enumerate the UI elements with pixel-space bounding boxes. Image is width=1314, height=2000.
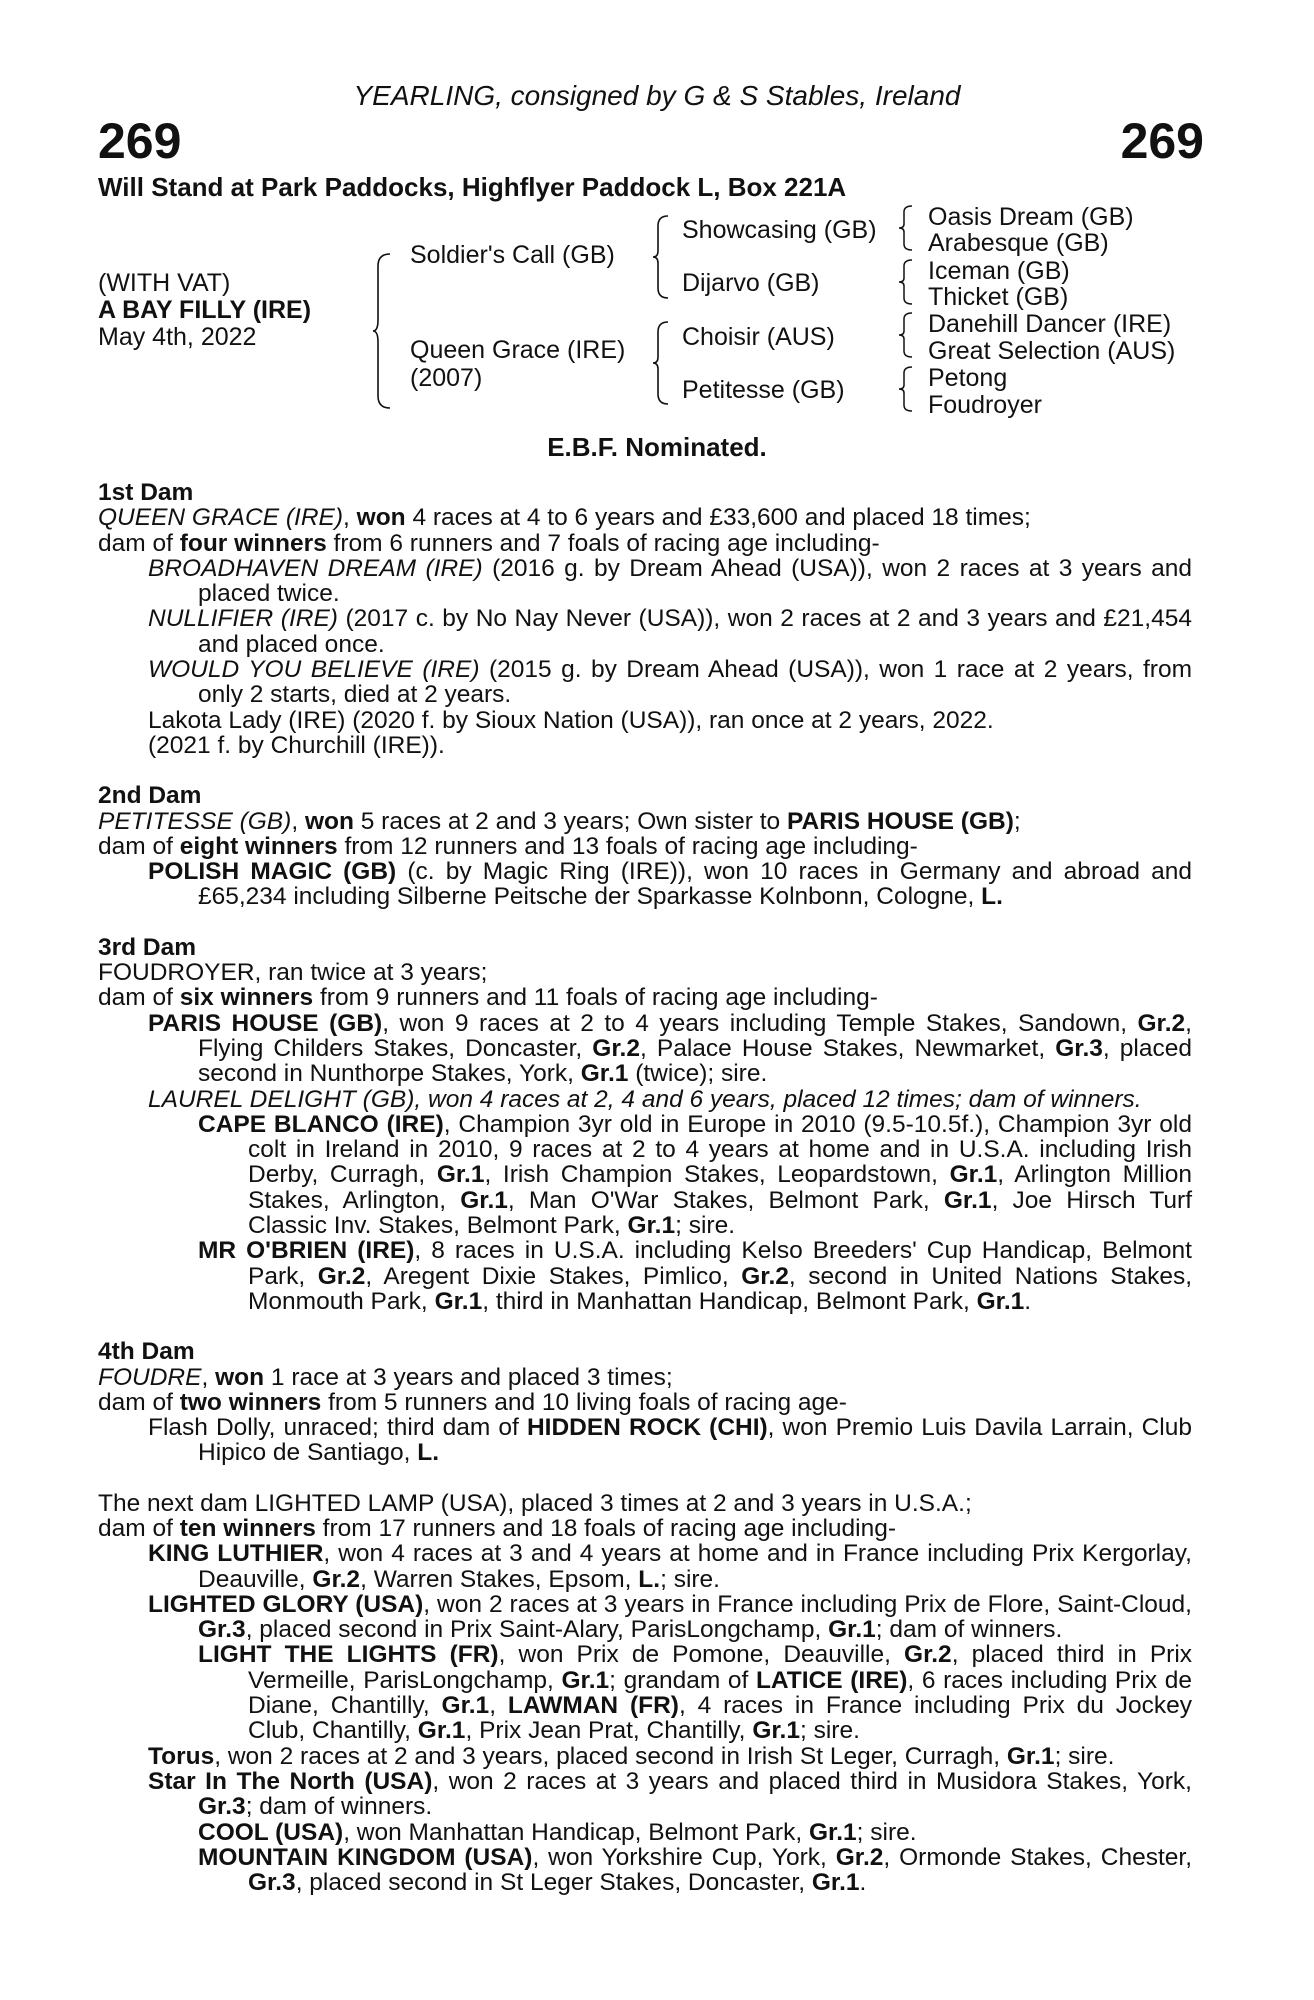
pedigree-brace-sire [652, 214, 672, 300]
offspring-entry: NULLIFIER (IRE) (2017 c. by No Nay Never (USA)), won 2 races at 2 and 3 years and £21,454 and placed once. [148, 605, 1192, 658]
first-dam-produce-line: dam of four winners from 6 runners and 7 foals of racing age including- [98, 529, 880, 557]
third-dam-line: FOUDROYER, ran twice at 3 years; [98, 959, 488, 987]
first-dam-heading: 1st Dam [98, 479, 194, 506]
next-dam-line: The next dam LIGHTED LAMP (USA), placed 3 times at 2 and 3 years in U.S.A.; [98, 1489, 972, 1517]
grandparent-3: Iceman (GB) [928, 257, 1070, 285]
offspring-entry: LIGHTED GLORY (USA), won 2 races at 3 years in France including Prix de Flore, Saint-Cloud, Gr.3, placed second in Prix Saint-Alary, ParisLongchamp, Gr.1; dam of winners. [148, 1590, 1192, 1644]
offspring-entry: BROADHAVEN DREAM (IRE) (2016 g. by Dream Ahead (USA)), won 2 races at 3 years and placed twice. [148, 554, 1192, 608]
first-dam-line: QUEEN GRACE (IRE), won 4 races at 4 to 6 years and £33,600 and placed 18 times; [98, 504, 1031, 532]
offspring-entry: POLISH MAGIC (GB) (c. by Magic Ring (IRE)), won 10 races in Germany and abroad and £65,234 including Silberne Peitsche der Sparkasse Kolnbonn, Cologne, L. [148, 858, 1192, 911]
dam-sire: Choisir (AUS) [682, 323, 835, 351]
grand-offspring-entry: LIGHT THE LIGHTS (FR), won Prix de Pomone, Deauville, Gr.2, placed third in Prix Vermeille, ParisLongchamp, Gr.1; grandam of LATICE (IRE), 6 races including Prix de Diane, Chantilly, Gr.1, LAWMAN (FR), 4 races in France including Prix du Jockey Club, Chantilly, Gr.1, Prix Jean Prat, Chantilly, Gr.1; sire. [198, 1641, 1193, 1745]
lot-number-left: 269 [98, 113, 182, 169]
offspring-entry: Torus, won 2 races at 2 and 3 years, placed second in Irish St Leger, Curragh, Gr.1; sire. [148, 1742, 1115, 1770]
pedigree-brace-g3 [898, 311, 916, 359]
grandparent-8: Foudroyer [928, 391, 1042, 419]
catalogue-body [98, 480, 1192, 1895]
sire: Soldier's Call (GB) [410, 241, 615, 269]
second-dam-line: PETITESSE (GB), won 5 races at 2 and 3 years; Own sister to PARIS HOUSE (GB); [98, 807, 1021, 835]
grand-offspring-entry: MOUNTAIN KINGDOM (USA), won Yorkshire Cup, York, Gr.2, Ormonde Stakes, Chester, Gr.3, placed second in St Leger Stakes, Doncaster, Gr.1. [198, 1843, 1192, 1897]
pedigree-brace-g4 [898, 365, 916, 413]
offspring-entry: PARIS HOUSE (GB), won 9 races at 2 to 4 years including Temple Stakes, Sandown, Gr.2, Flying Childers Stakes, Doncaster, Gr.2, Palace House Stakes, Newmarket, Gr.3, placed second in Nunthorpe Stakes, York, Gr.1 (twice); sire. [148, 1009, 1192, 1088]
sire-dam: Dijarvo (GB) [682, 269, 820, 297]
foaled-date: May 4th, 2022 [98, 323, 257, 351]
ebf-nominated: E.B.F. Nominated. [547, 432, 767, 462]
offspring-entry: KING LUTHIER, won 4 races at 3 and 4 years at home and in France including Prix Kergorlay, Deauville, Gr.2, Warren Stakes, Epsom, L.; sire. [148, 1540, 1192, 1593]
third-dam-heading: 3rd Dam [98, 933, 197, 961]
fourth-dam-heading: 4th Dam [98, 1338, 195, 1366]
fourth-dam-produce-line: dam of two winners from 5 runners and 10 living foals of racing age- [98, 1388, 847, 1416]
third-dam-produce-line: dam of six winners from 9 runners and 11 foals of racing age including- [98, 984, 878, 1012]
offspring-entry: LAUREL DELIGHT (GB), won 4 races at 2, 4 and 6 years, placed 12 times; dam of winners. [148, 1085, 1142, 1113]
page-header: YEARLING, consigned by G & S Stables, Ireland [353, 80, 961, 111]
vat-note: (WITH VAT) [98, 269, 231, 297]
grandparent-1: Oasis Dream (GB) [928, 203, 1134, 231]
dam: Queen Grace (IRE) [410, 336, 626, 364]
grand-offspring-entry: CAPE BLANCO (IRE), Champion 3yr old in Europe in 2010 (9.5-10.5f.), Champion 3yr old colt in Ireland in 2010, 9 races at 2 to 4 years at home and in U.S.A. including Irish Derby, Curragh, Gr.1, Irish Champion Stakes, Leopardstown, Gr.1, Arlington Million Stakes, Arlington, Gr.1, Man O'War Stakes, Belmont Park, Gr.1, Joe Hirsch Turf Classic Inv. Stakes, Belmont Park, Gr.1; sire. [198, 1110, 1192, 1240]
pedigree-brace-dam [652, 320, 672, 406]
offspring-entry: Lakota Lady (IRE) (2020 f. by Sioux Nation (USA)), ran once at 2 years, 2022. [148, 706, 994, 734]
dam-year: (2007) [410, 364, 483, 392]
pedigree-brace-main [372, 252, 394, 410]
second-dam-heading: 2nd Dam [98, 782, 202, 810]
offspring-entry: WOULD YOU BELIEVE (IRE) (2015 g. by Dream Ahead (USA)), won 1 race at 2 years, from only 2 starts, died at 2 years. [148, 656, 1192, 709]
grandparent-4: Thicket (GB) [928, 283, 1069, 311]
offspring-entry: (2021 f. by Churchill (IRE)). [148, 731, 445, 759]
second-dam-produce-line: dam of eight winners from 12 runners and 13 foals of racing age including- [98, 832, 918, 860]
grand-offspring-entry: MR O'BRIEN (IRE), 8 races in U.S.A. including Kelso Breeders' Cup Handicap, Belmont Park, Gr.2, Aregent Dixie Stakes, Pimlico, Gr.2, second in United Nations Stakes, Monmouth Park, Gr.1, third in Manhattan Handicap, Belmont Park, Gr.1. [198, 1237, 1192, 1315]
grandparent-2: Arabesque (GB) [928, 229, 1109, 257]
fourth-dam-line: FOUDRE, won 1 race at 3 years and placed 3 times; [98, 1363, 673, 1391]
grand-offspring-entry: COOL (USA), won Manhattan Handicap, Belmont Park, Gr.1; sire. [198, 1818, 917, 1846]
next-dam-produce-line: dam of ten winners from 17 runners and 18 foals of racing age including- [98, 1514, 897, 1542]
grandparent-5: Danehill Dancer (IRE) [928, 310, 1172, 338]
lot-number-right: 269 [1120, 113, 1204, 169]
grandparent-7: Petong [928, 364, 1008, 392]
sire-sire: Showcasing (GB) [682, 216, 877, 244]
pedigree-brace-g2 [898, 258, 916, 306]
offspring-entry: Star In The North (USA), won 2 races at 3 years and placed third in Musidora Stakes, York, Gr.3; dam of winners. [148, 1767, 1192, 1821]
horse-name: A BAY FILLY (IRE) [98, 296, 312, 324]
dam-dam: Petitesse (GB) [682, 376, 845, 404]
offspring-entry: Flash Dolly, unraced; third dam of HIDDEN ROCK (CHI), won Premio Luis Davila Larrain, Club Hipico de Santiago, L. [148, 1414, 1192, 1467]
grandparent-6: Great Selection (AUS) [928, 337, 1176, 365]
venue-line: Will Stand at Park Paddocks, Highflyer Paddock L, Box 221A [98, 172, 847, 202]
pedigree-brace-g1 [898, 204, 916, 252]
